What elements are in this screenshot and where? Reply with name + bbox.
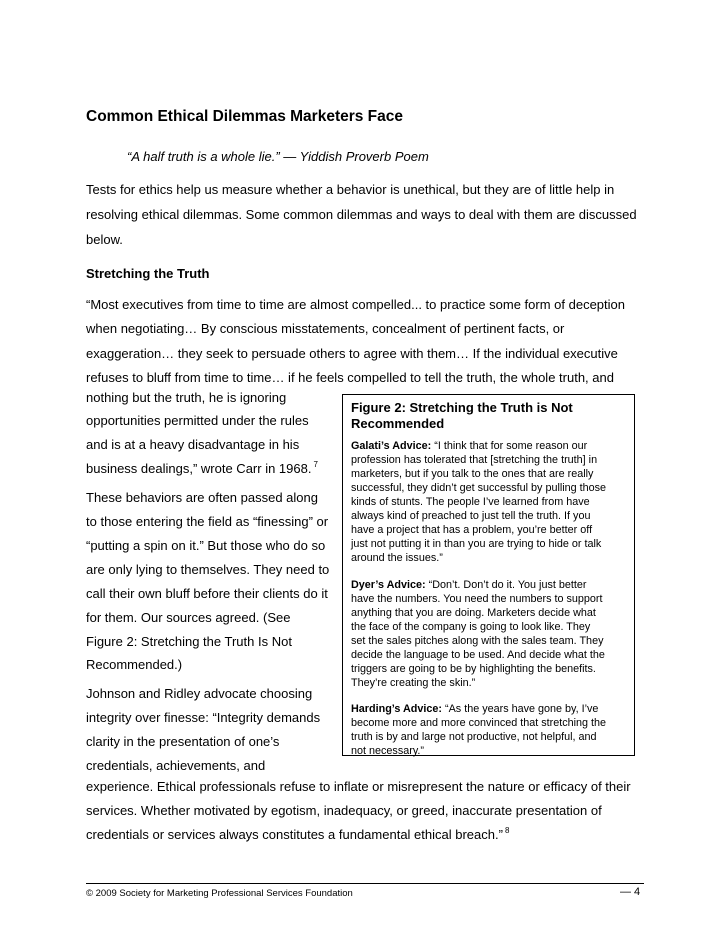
harding-advice-line: [351, 703, 598, 715]
body-line: integrity over finesse: “Integrity demands: [86, 710, 321, 725]
figure-2-sidebar: [342, 394, 635, 756]
page-number: — 4: [620, 886, 641, 898]
body-line: call their own bluff before their clients do it: [86, 586, 328, 601]
galati-advice-line: have a project that has a problem, you’re better off: [351, 524, 593, 536]
body-line: Figure 2: Stretching the Truth Is Not: [86, 634, 292, 649]
page-title: Common Ethical Dilemmas Marketers Face: [86, 108, 404, 125]
figure-title-line: Figure 2: Stretching the Truth is Not: [351, 400, 573, 415]
galati-advice-line: marketers, but if you talk to the ones that are really: [351, 468, 594, 480]
footnote-marker: 8: [504, 826, 510, 835]
body-line: credentials, achievements, and: [86, 758, 266, 773]
body-line: “Most executives from time to time are almost compelled... to practice some form of deception: [86, 297, 625, 312]
body-line: services. Whether motivated by egotism, inadequacy, or greed, inaccurate presentation of: [86, 803, 602, 818]
body-text: credentials or services always constitutes a fundamental ethical breach.”: [86, 827, 503, 842]
dyer-advice-line: They’re creating the skin.”: [351, 677, 476, 689]
galati-advice-line: always kind of preached to just tell the truth. If you: [351, 510, 591, 522]
body-line: “putting a spin on it.” But those who do so: [86, 538, 326, 553]
galati-advice-line: around the issues.”: [351, 552, 443, 564]
dyer-advice-line: have the numbers. You need the numbers to support: [351, 593, 603, 605]
figure-title: [351, 400, 573, 432]
intro-line: Tests for ethics help us measure whether a behavior is unethical, but they are of little help in: [86, 182, 615, 197]
galati-advice-line: [351, 440, 587, 452]
figure-title-line: Recommended: [351, 416, 445, 431]
body-line: clarity in the presentation of one’s: [86, 734, 280, 749]
dyer-advice-line: triggers are going to be by highlighting the benefits.: [351, 663, 596, 675]
body-line: refuses to bluff from time to time… if he feels compelled to tell the truth, the whole truth, and: [86, 370, 614, 385]
body-line: Johnson and Ridley advocate choosing: [86, 686, 313, 701]
body-line: when negotiating… By conscious misstatements, concealment of pertinent facts, or: [86, 321, 565, 336]
body-line: [86, 827, 509, 842]
intro-line: below.: [86, 232, 123, 247]
galati-advice-label: Galati’s Advice:: [351, 440, 432, 452]
intro-line: resolving ethical dilemmas. Some common dilemmas and ways to deal with them are discussed: [86, 207, 637, 222]
body-line: experience. Ethical professionals refuse to inflate or misrepresent the nature or efficacy of their: [86, 779, 631, 794]
harding-advice-line: truth is by and large not productive, not helpful, and: [351, 731, 597, 743]
body-text: business dealings,” wrote Carr in 1968.: [86, 461, 312, 476]
footnote-marker: 7: [313, 460, 318, 469]
body-line: for them. Our sources agreed. (See: [86, 610, 291, 625]
section-heading: Stretching the Truth: [86, 266, 210, 281]
dyer-advice-line: set the sales pitches along with the sales team. They: [351, 635, 604, 647]
epigraph: “A half truth is a whole lie.” — Yiddish Proverb Poem: [127, 149, 429, 164]
harding-advice-line: not necessary.”: [351, 745, 425, 757]
dyer-advice-line: [351, 579, 586, 591]
dyer-advice-line: the face of the company is going to look like. They: [351, 621, 591, 633]
body-line: opportunities permitted under the rules: [86, 413, 309, 428]
dyer-advice-line: decide the language to be used. And decide what the: [351, 649, 605, 661]
body-line: These behaviors are often passed along: [86, 490, 318, 505]
harding-advice-label: Harding’s Advice:: [351, 703, 442, 715]
body-line: are only lying to themselves. They need to: [86, 562, 330, 577]
harding-advice-line: become more and more convinced that stretching the: [351, 717, 607, 729]
galati-advice-line: just not putting it in than you are trying to hide or talk: [351, 538, 602, 550]
galati-advice-line: profession has tolerated that [stretching the truth] in: [351, 454, 598, 466]
galati-advice-text: “I think that for some reason our: [431, 440, 588, 452]
body-line: nothing but the truth, he is ignoring: [86, 390, 287, 405]
footer-copyright: © 2009 Society for Marketing Professional Services Foundation: [86, 888, 353, 899]
dyer-advice-line: anything that you are doing. Marketers decide what: [351, 607, 596, 619]
galati-advice-line: successful, they didn’t get successful by pulling those: [351, 482, 607, 494]
body-line: exaggeration… they seek to persuade others to agree with them… If the individual executive: [86, 346, 618, 361]
body-line: to those entering the field as “finessing” or: [86, 514, 329, 529]
body-line: Recommended.): [86, 657, 183, 672]
dyer-advice-label: Dyer’s Advice:: [351, 579, 426, 591]
body-line: and is at a heavy disadvantage in his: [86, 437, 300, 452]
footer-rule: [86, 883, 644, 884]
dyer-advice-text: “Don’t. Don’t do it. You just better: [425, 579, 587, 591]
galati-advice-line: kinds of stunts. The people I’ve learned from have: [351, 496, 590, 508]
harding-advice-text: “As the years have gone by, I’ve: [442, 703, 599, 715]
body-line: [86, 461, 318, 476]
